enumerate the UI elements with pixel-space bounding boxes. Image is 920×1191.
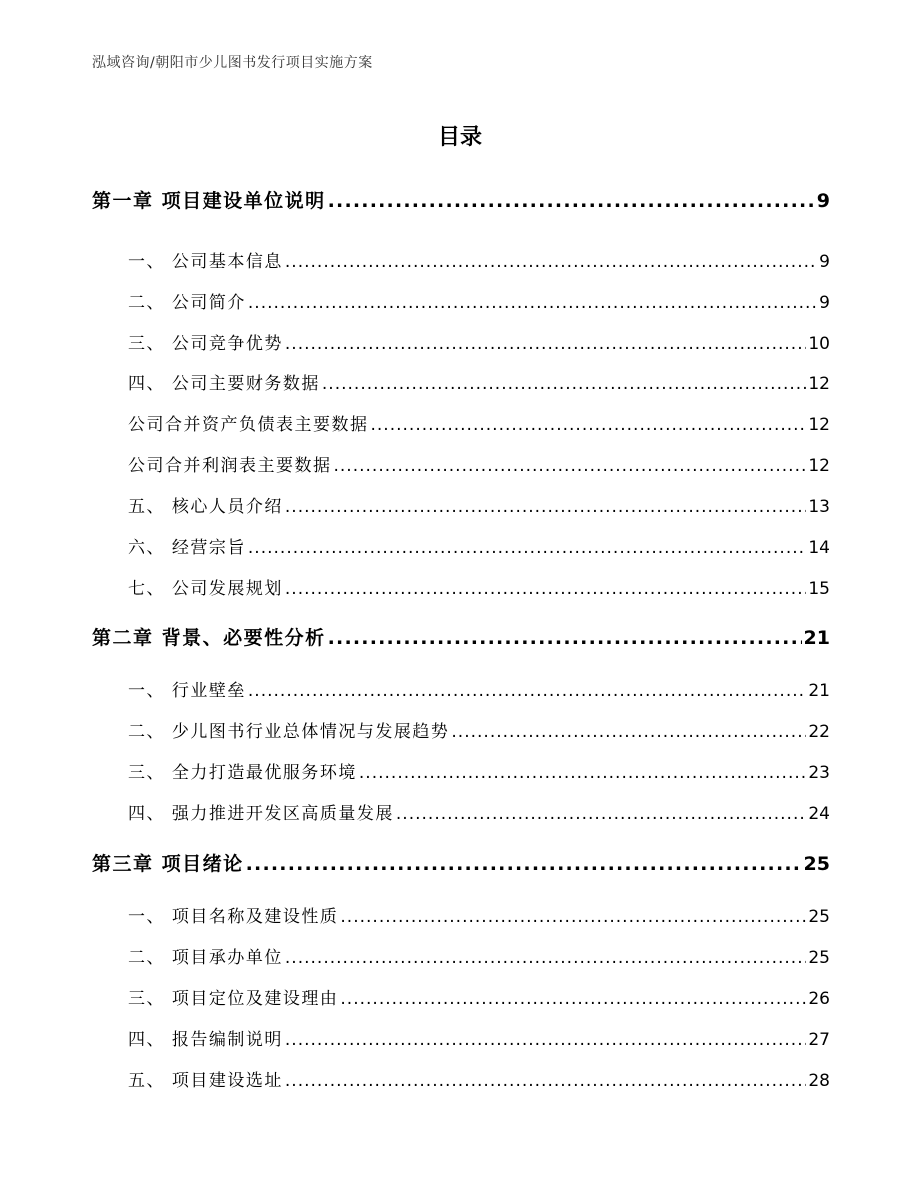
dot-leader xyxy=(328,627,802,649)
toc-entry-section[interactable] xyxy=(128,329,830,354)
dot-leader xyxy=(371,415,807,435)
toc-entry-label: 一、 项目名称及建设性质 xyxy=(128,907,339,927)
toc-entry-page: 12 xyxy=(808,374,830,394)
toc-entry-section[interactable] xyxy=(128,410,830,435)
toc-entry-section[interactable] xyxy=(128,676,830,701)
toc-entry-page: 21 xyxy=(808,681,830,701)
toc-entry-label: 一、 公司基本信息 xyxy=(128,252,283,272)
toc-entry-label: 公司合并利润表主要数据 xyxy=(128,456,332,476)
toc-entry-section[interactable] xyxy=(128,943,830,968)
toc-entry-section[interactable] xyxy=(128,717,830,742)
toc-entry-page: 9 xyxy=(816,190,830,212)
toc-entry-label: 一、 行业壁垒 xyxy=(128,681,246,701)
dot-leader xyxy=(285,579,806,599)
toc-entry-section[interactable] xyxy=(128,758,830,783)
toc-entry-page: 22 xyxy=(808,722,830,742)
dot-leader xyxy=(396,804,806,824)
toc-entry-section[interactable] xyxy=(128,799,830,824)
dot-leader xyxy=(451,722,806,742)
toc-entry-page: 24 xyxy=(808,804,830,824)
dot-leader xyxy=(322,374,806,394)
toc-entry-page: 10 xyxy=(808,334,830,354)
toc-entry-label: 三、 项目定位及建设理由 xyxy=(128,989,339,1009)
toc-entry-page: 12 xyxy=(808,456,830,476)
running-header: 泓域咨询/朝阳市少儿图书发行项目实施方案 xyxy=(92,55,373,71)
toc-entry-page: 25 xyxy=(803,853,830,875)
toc-entry-page: 28 xyxy=(808,1071,830,1091)
toc-entry-page: 12 xyxy=(808,415,830,435)
toc-entry-section[interactable] xyxy=(128,533,830,558)
dot-leader xyxy=(285,497,806,517)
toc-entry-page: 23 xyxy=(808,763,830,783)
toc-entry-section[interactable] xyxy=(128,902,830,927)
page-title: 目录 xyxy=(437,125,482,150)
dot-leader xyxy=(248,681,806,701)
toc-entry-label: 七、 公司发展规划 xyxy=(128,579,283,599)
toc-entry-label: 四、 报告编制说明 xyxy=(128,1030,283,1050)
toc-entry-section[interactable] xyxy=(128,574,830,599)
dot-leader xyxy=(328,190,815,212)
toc-entry-label: 四、 公司主要财务数据 xyxy=(128,374,320,394)
toc-entry-label: 五、 项目建设选址 xyxy=(128,1071,283,1091)
toc-entry-section[interactable] xyxy=(128,984,830,1009)
toc-entry-chapter[interactable] xyxy=(92,623,830,650)
toc-entry-page: 26 xyxy=(808,989,830,1009)
toc-entry-page: 25 xyxy=(808,948,830,968)
toc-entry-page: 21 xyxy=(803,627,830,649)
dot-leader xyxy=(285,1071,806,1091)
toc-entry-label: 三、 全力打造最优服务环境 xyxy=(128,763,357,783)
toc-entry-label: 二、 公司简介 xyxy=(128,293,246,313)
toc-entry-page: 27 xyxy=(808,1030,830,1050)
toc-entry-page: 14 xyxy=(808,538,830,558)
dot-leader xyxy=(340,907,806,927)
toc-entry-label: 第一章 项目建设单位说明 xyxy=(92,190,326,212)
toc-entry-section[interactable] xyxy=(128,451,830,476)
toc-entry-label: 二、 项目承办单位 xyxy=(128,948,283,968)
toc-entry-page: 9 xyxy=(819,252,830,272)
toc-entry-label: 四、 强力推进开发区高质量发展 xyxy=(128,804,394,824)
toc-entry-label: 三、 公司竞争优势 xyxy=(128,334,283,354)
toc-entry-label: 二、 少儿图书行业总体情况与发展趋势 xyxy=(128,722,450,742)
toc-entry-section[interactable] xyxy=(128,369,830,394)
dot-leader xyxy=(248,538,806,558)
toc-entry-section[interactable] xyxy=(128,247,830,272)
toc-entry-label: 六、 经营宗旨 xyxy=(128,538,246,558)
toc-entry-label: 公司合并资产负债表主要数据 xyxy=(128,415,369,435)
toc-entry-label: 第二章 背景、必要性分析 xyxy=(92,627,326,649)
dot-leader xyxy=(285,948,806,968)
toc-entry-page: 15 xyxy=(808,579,830,599)
toc-entry-label: 五、 核心人员介绍 xyxy=(128,497,283,517)
toc-entry-label: 第三章 项目绪论 xyxy=(92,853,244,875)
dot-leader xyxy=(340,989,806,1009)
toc-entry-chapter[interactable] xyxy=(92,849,830,876)
toc-entry-section[interactable] xyxy=(128,1066,830,1091)
dot-leader xyxy=(248,293,817,313)
toc-entry-section[interactable] xyxy=(128,1025,830,1050)
dot-leader xyxy=(285,334,806,354)
dot-leader xyxy=(334,456,807,476)
toc-entry-section[interactable] xyxy=(128,288,830,313)
toc-entry-chapter[interactable] xyxy=(92,186,830,213)
toc-entry-page: 9 xyxy=(819,293,830,313)
toc-entry-page: 13 xyxy=(808,497,830,517)
dot-leader xyxy=(246,853,802,875)
toc-entry-section[interactable] xyxy=(128,492,830,517)
dot-leader xyxy=(359,763,806,783)
toc-entry-page: 25 xyxy=(808,907,830,927)
dot-leader xyxy=(285,252,817,272)
dot-leader xyxy=(285,1030,806,1050)
